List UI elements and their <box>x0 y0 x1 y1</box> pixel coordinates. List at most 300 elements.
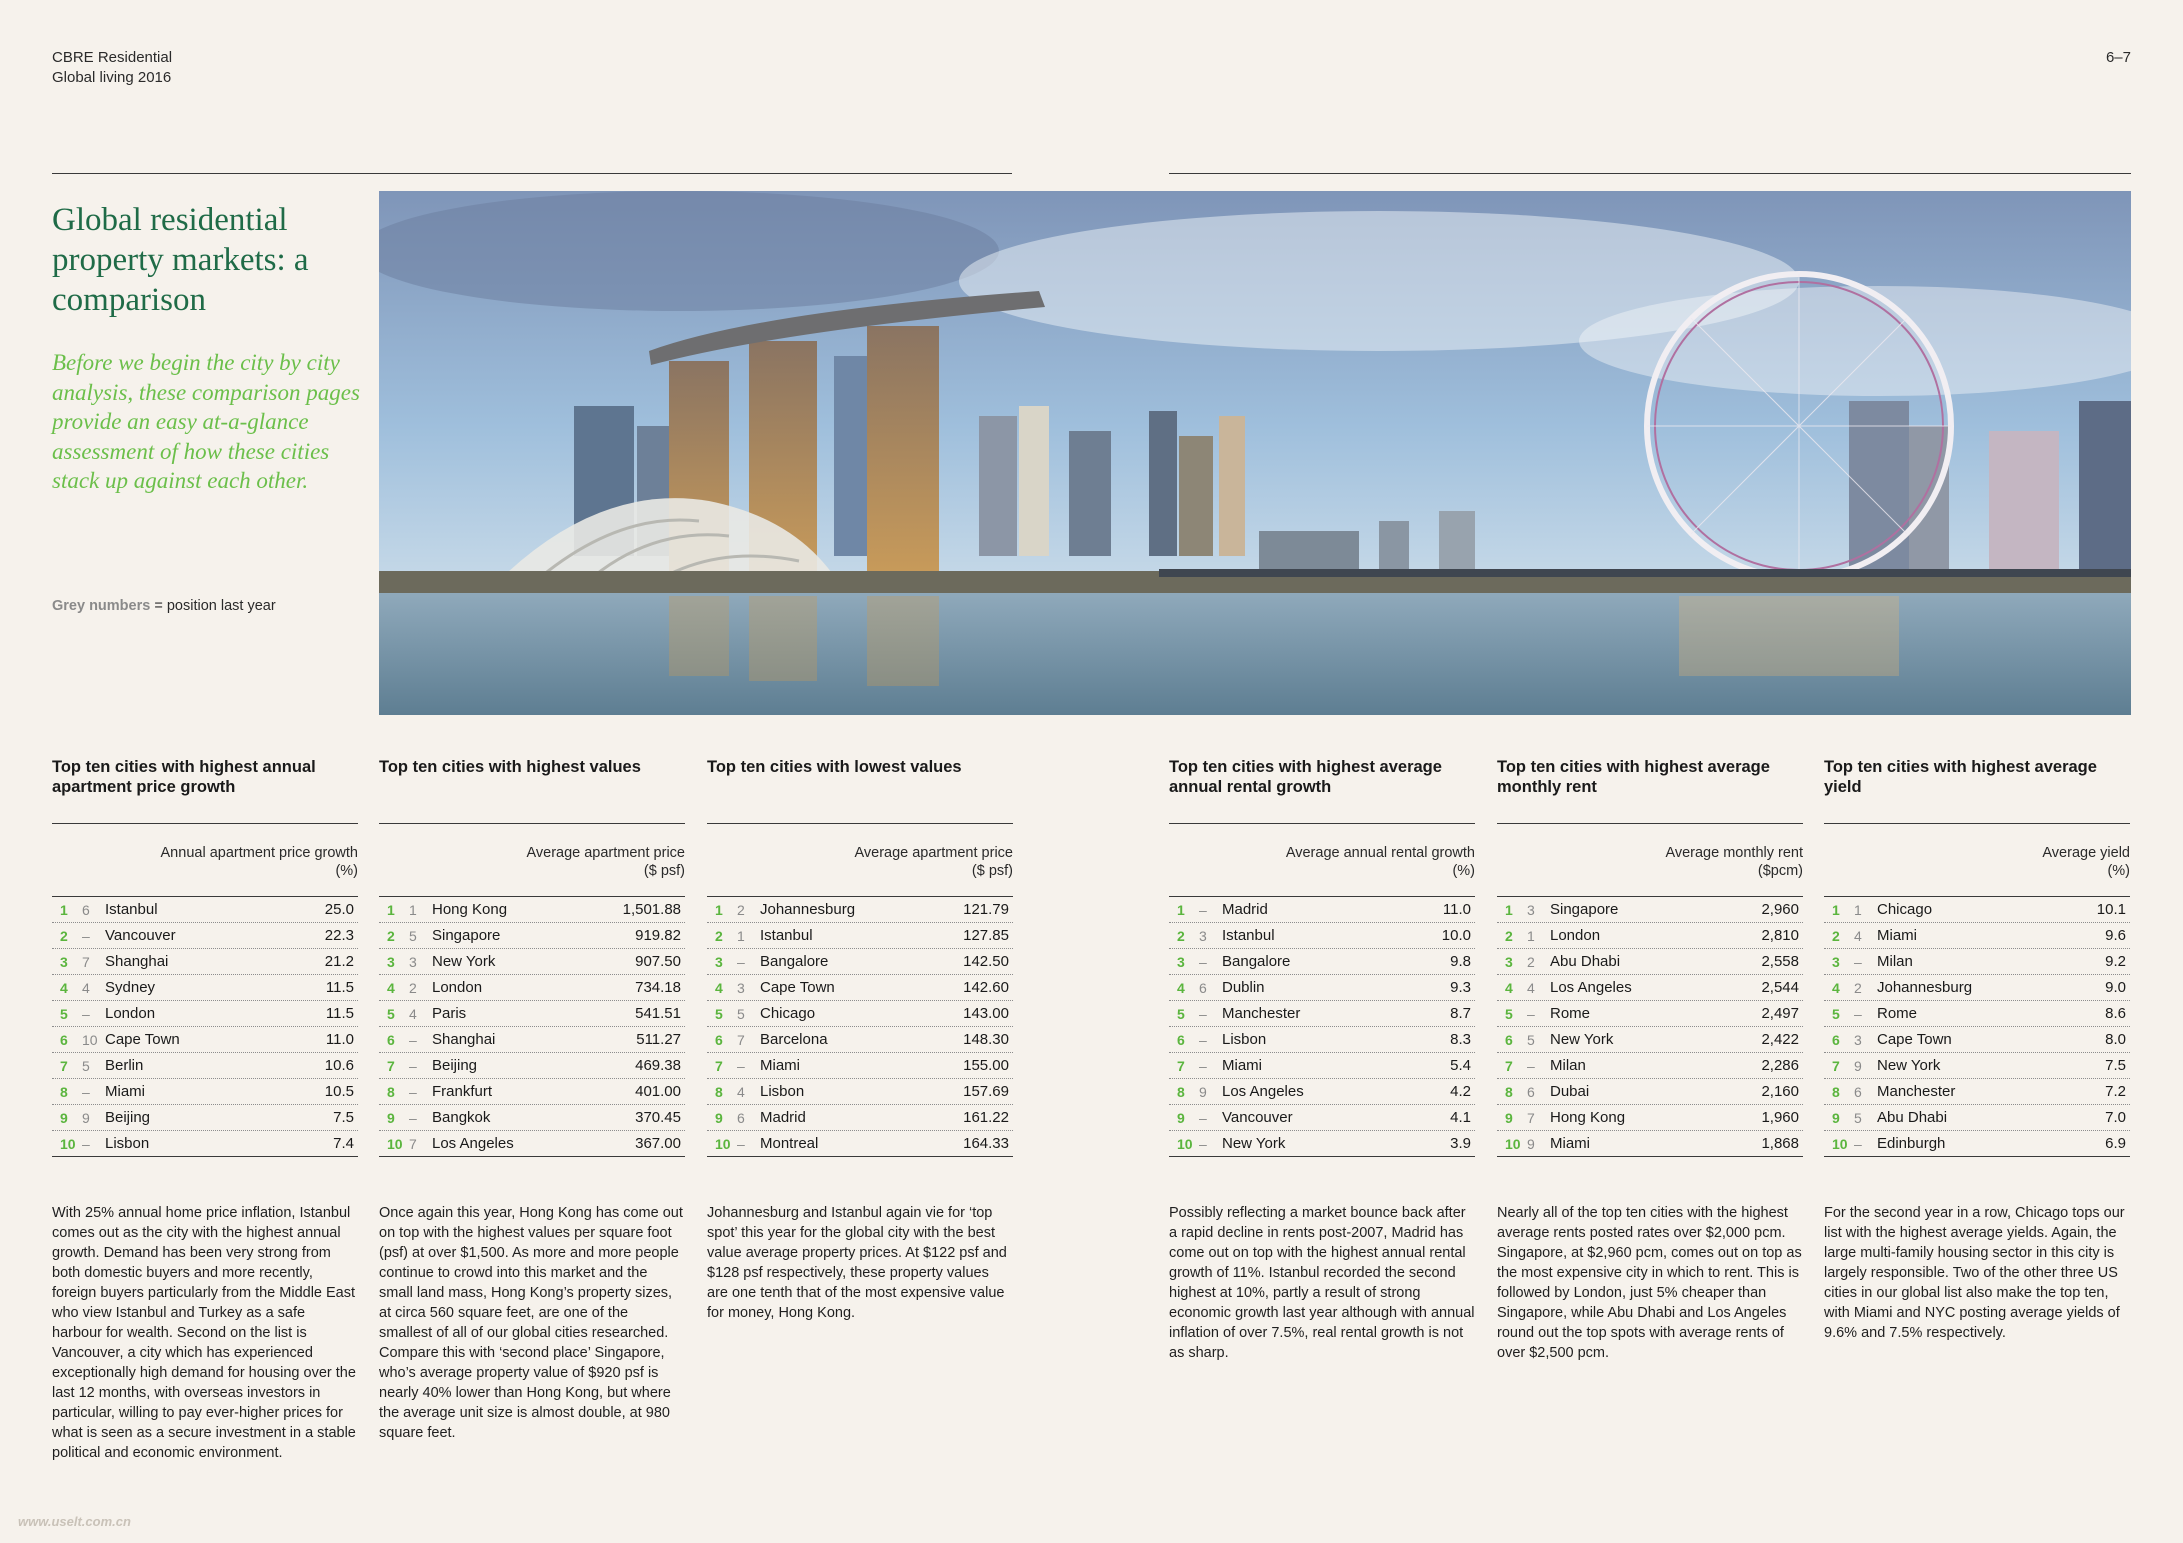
rank-number: 5 <box>1505 1005 1513 1022</box>
running-header <box>52 48 172 88</box>
table-row <box>379 923 685 949</box>
ranking-table <box>1824 896 2130 1157</box>
rank-number: 3 <box>60 953 68 970</box>
metric-value: 142.50 <box>963 953 1009 970</box>
previous-rank: 7 <box>409 1135 417 1152</box>
city-name: Lisbon <box>1222 1031 1267 1048</box>
rank-number: 2 <box>1177 927 1185 944</box>
metric-value: 367.00 <box>635 1135 681 1152</box>
city-name: Vancouver <box>1222 1109 1293 1126</box>
rank-number: 6 <box>1177 1031 1185 1048</box>
previous-rank: 5 <box>737 1005 745 1022</box>
city-name: Los Angeles <box>432 1135 514 1152</box>
metric-value: 11.5 <box>325 1005 354 1022</box>
previous-rank: 1 <box>737 927 745 944</box>
table-row <box>1169 1105 1475 1131</box>
metric-label <box>379 844 685 896</box>
city-name: London <box>432 979 483 996</box>
rank-number: 5 <box>715 1005 723 1022</box>
panel-title: Top ten cities with highest average annual rental growth <box>1169 758 1442 796</box>
metric-value: 3.9 <box>1450 1135 1471 1152</box>
table-row <box>1497 1079 1803 1105</box>
table-row <box>52 1105 358 1131</box>
metric-value: 4.2 <box>1450 1083 1471 1100</box>
city-name: Frankfurt <box>432 1083 493 1100</box>
page-numbers: 6–7 <box>2105 49 2131 66</box>
metric-value: 2,160 <box>1761 1083 1799 1100</box>
right-top-rule <box>1169 173 2131 174</box>
metric-name: Average annual rental growth <box>1285 845 1475 861</box>
metric-name: Average apartment price <box>526 845 685 861</box>
previous-rank: 9 <box>1854 1057 1862 1074</box>
metric-value: 5.4 <box>1450 1057 1471 1074</box>
metric-value: 157.69 <box>963 1083 1009 1100</box>
rank-number: 10 <box>60 1135 76 1152</box>
previous-rank: 7 <box>82 953 90 970</box>
table-row <box>1169 1027 1475 1053</box>
panel-description: Nearly all of the top ten cities with the highest average rents posted rates over $2,000 pcm. Singapore, at $2,960 pcm, comes out on top as the most expensive city in which to rent. This is followed by London, just 5% cheaper than Singapore, while Abu Dhabi and Los Angeles round out the top spots with average rents of over $2,500 pcm. <box>1497 1205 1802 1361</box>
panel-description: For the second year in a row, Chicago tops our list with the highest average yields. Again, the large multi-family housing sector in this city is largely responsible. Two of the other three US cities in our global list also make the top ten, with Miami and NYC posting average yields of 9.6% and 7.5% respectively. <box>1824 1205 2125 1341</box>
rank-number: 4 <box>387 979 395 996</box>
panel-title: Top ten cities with highest average yield <box>1824 758 2097 796</box>
city-name: Dubai <box>1550 1083 1590 1100</box>
city-name: Lisbon <box>105 1135 150 1152</box>
previous-rank: 1 <box>1854 901 1862 918</box>
metric-value: 142.60 <box>963 979 1009 996</box>
rank-number: 9 <box>387 1109 395 1126</box>
city-name: Johannesburg <box>1877 979 1973 996</box>
rank-number: 10 <box>715 1135 731 1152</box>
metric-value: 370.45 <box>635 1109 681 1126</box>
previous-rank: – <box>1527 1057 1535 1074</box>
ranking-panel-1 <box>52 757 358 1463</box>
metric-name: Annual apartment price growth <box>160 845 358 861</box>
previous-rank: 7 <box>737 1031 745 1048</box>
table-row <box>1169 1053 1475 1079</box>
previous-rank: 6 <box>1854 1083 1862 1100</box>
city-name: Miami <box>1877 927 1917 944</box>
previous-rank: 5 <box>1527 1031 1535 1048</box>
table-row <box>1497 1105 1803 1131</box>
table-row <box>1169 1001 1475 1027</box>
ranking-panel-5 <box>1497 757 1803 1363</box>
rank-number: 6 <box>387 1031 395 1048</box>
previous-rank: – <box>1854 1135 1862 1152</box>
metric-unit: ($ psf) <box>643 863 685 879</box>
city-name: Milan <box>1877 953 1913 970</box>
panel-rule <box>379 823 685 824</box>
rank-number: 1 <box>1832 901 1840 918</box>
city-name: Singapore <box>1550 901 1619 918</box>
city-name: Miami <box>1222 1057 1262 1074</box>
ranking-panel-6 <box>1824 757 2130 1343</box>
table-row <box>1824 975 2130 1001</box>
city-name: Abu Dhabi <box>1877 1109 1948 1126</box>
table-row <box>379 1131 685 1157</box>
city-name: Paris <box>432 1005 467 1022</box>
city-name: Abu Dhabi <box>1550 953 1621 970</box>
table-row <box>379 1001 685 1027</box>
previous-rank: 2 <box>737 901 745 918</box>
metric-value: 1,960 <box>1761 1109 1799 1126</box>
city-name: Montreal <box>760 1135 819 1152</box>
table-row <box>379 975 685 1001</box>
table-row <box>707 975 1013 1001</box>
rank-number: 7 <box>60 1057 68 1074</box>
table-row <box>1169 949 1475 975</box>
rank-number: 10 <box>387 1135 403 1152</box>
metric-value: 541.51 <box>635 1005 681 1022</box>
publication-title: Global living 2016 <box>52 69 172 86</box>
rank-number: 3 <box>715 953 723 970</box>
table-row <box>52 975 358 1001</box>
table-row <box>1497 1027 1803 1053</box>
table-row <box>1497 1001 1803 1027</box>
city-name: New York <box>432 953 496 970</box>
metric-value: 2,286 <box>1761 1057 1799 1074</box>
metric-value: 11.0 <box>1442 901 1471 918</box>
rank-number: 1 <box>1505 901 1513 918</box>
table-row <box>1169 897 1475 923</box>
city-name: Manchester <box>1222 1005 1301 1022</box>
previous-rank: 3 <box>1854 1031 1862 1048</box>
table-row <box>379 897 685 923</box>
rank-number: 1 <box>1177 901 1185 918</box>
rank-number: 1 <box>387 901 395 918</box>
ranking-panel-3 <box>707 757 1013 1323</box>
rank-number: 9 <box>715 1109 723 1126</box>
previous-rank: – <box>1854 953 1862 970</box>
metric-value: 511.27 <box>636 1031 681 1048</box>
table-row <box>1169 923 1475 949</box>
metric-name: Average apartment price <box>854 845 1013 861</box>
metric-value: 2,422 <box>1761 1031 1799 1048</box>
panel-rule <box>1169 823 1475 824</box>
city-name: Hong Kong <box>432 901 508 918</box>
metric-value: 9.6 <box>2105 927 2126 944</box>
metric-value: 22.3 <box>324 927 354 944</box>
rank-number: 4 <box>715 979 723 996</box>
table-row <box>52 1001 358 1027</box>
previous-rank: – <box>409 1031 417 1048</box>
metric-value: 9.2 <box>2105 953 2126 970</box>
metric-value: 161.22 <box>963 1109 1009 1126</box>
previous-rank: – <box>82 1135 90 1152</box>
table-row <box>707 949 1013 975</box>
previous-rank: 6 <box>82 901 90 918</box>
panel-title: Top ten cities with highest average monthly rent <box>1497 758 1770 796</box>
table-row <box>707 1053 1013 1079</box>
previous-rank: – <box>737 1135 745 1152</box>
rank-number: 2 <box>1505 927 1513 944</box>
table-row <box>1497 1053 1803 1079</box>
table-row <box>1497 897 1803 923</box>
previous-rank: – <box>1199 953 1207 970</box>
panel-rule <box>707 823 1013 824</box>
panel-title: Top ten cities with lowest values <box>707 758 962 776</box>
city-name: Beijing <box>105 1109 151 1126</box>
previous-rank: 2 <box>1854 979 1862 996</box>
city-name: Milan <box>1550 1057 1586 1074</box>
city-name: Miami <box>760 1057 800 1074</box>
city-name: Edinburgh <box>1877 1135 1946 1152</box>
rank-number: 4 <box>1505 979 1513 996</box>
metric-value: 11.5 <box>325 979 354 996</box>
metric-value: 148.30 <box>963 1031 1009 1048</box>
city-name: Dublin <box>1222 979 1265 996</box>
previous-rank: – <box>1199 1135 1207 1152</box>
table-row <box>52 923 358 949</box>
table-row <box>707 1079 1013 1105</box>
table-row <box>379 949 685 975</box>
metric-value: 2,960 <box>1761 901 1799 918</box>
table-row <box>1169 1079 1475 1105</box>
metric-value: 164.33 <box>963 1135 1009 1152</box>
table-row <box>707 923 1013 949</box>
city-name: Istanbul <box>760 927 813 944</box>
previous-rank: – <box>1527 1005 1535 1022</box>
table-row <box>379 1027 685 1053</box>
ranking-table <box>1169 896 1475 1157</box>
table-row <box>707 1001 1013 1027</box>
previous-rank: 5 <box>1854 1109 1862 1126</box>
metric-value: 9.0 <box>2105 979 2126 996</box>
previous-rank: 6 <box>1527 1083 1535 1100</box>
table-row <box>707 1131 1013 1157</box>
city-name: Cape Town <box>760 979 835 996</box>
previous-rank: – <box>82 927 90 944</box>
metric-value: 7.2 <box>2105 1083 2126 1100</box>
table-row <box>52 1131 358 1157</box>
rank-number: 8 <box>1505 1083 1513 1100</box>
previous-rank: 4 <box>82 979 90 996</box>
table-row <box>1824 1001 2130 1027</box>
metric-value: 10.5 <box>324 1083 354 1100</box>
city-name: Vancouver <box>105 927 176 944</box>
table-row <box>1824 949 2130 975</box>
previous-rank: – <box>1199 1031 1207 1048</box>
metric-value: 1,868 <box>1761 1135 1799 1152</box>
previous-rank: 2 <box>409 979 417 996</box>
rank-number: 9 <box>1505 1109 1513 1126</box>
rank-number: 7 <box>1505 1057 1513 1074</box>
metric-value: 143.00 <box>963 1005 1009 1022</box>
table-row <box>1497 975 1803 1001</box>
metric-unit: ($pcm) <box>1757 863 1803 879</box>
metric-unit: (%) <box>335 863 358 879</box>
previous-rank: 3 <box>409 953 417 970</box>
rank-number: 3 <box>387 953 395 970</box>
metric-value: 2,497 <box>1761 1005 1799 1022</box>
previous-rank: – <box>1199 901 1207 918</box>
rank-number: 2 <box>387 927 395 944</box>
metric-unit: ($ psf) <box>971 863 1013 879</box>
city-name: Los Angeles <box>1550 979 1632 996</box>
intro-text: Before we begin the city by city analysis, these comparison pages provide an easy at-a-glance assessment of how these cities stack up against each other. <box>52 350 360 493</box>
ranking-table <box>379 896 685 1157</box>
previous-rank: – <box>82 1083 90 1100</box>
rank-number: 6 <box>1832 1031 1840 1048</box>
city-name: Rome <box>1550 1005 1591 1022</box>
rank-number: 5 <box>387 1005 395 1022</box>
ranking-panel-2 <box>379 757 685 1443</box>
metric-label <box>1824 844 2130 896</box>
city-name: London <box>105 1005 156 1022</box>
previous-rank: 6 <box>737 1109 745 1126</box>
previous-rank: 10 <box>82 1031 98 1048</box>
rank-number: 3 <box>1177 953 1185 970</box>
city-name: Singapore <box>432 927 501 944</box>
metric-name: Average monthly rent <box>1665 845 1803 861</box>
city-name: Shanghai <box>432 1031 496 1048</box>
city-name: Miami <box>105 1083 145 1100</box>
previous-rank: 9 <box>1199 1083 1207 1100</box>
rank-number: 7 <box>1177 1057 1185 1074</box>
table-row <box>52 1027 358 1053</box>
metric-label <box>52 844 358 896</box>
table-row <box>707 1105 1013 1131</box>
metric-value: 1,501.88 <box>622 901 681 918</box>
previous-rank: – <box>409 1083 417 1100</box>
rank-number: 3 <box>1832 953 1840 970</box>
table-row <box>1824 1053 2130 1079</box>
rank-number: 4 <box>60 979 68 996</box>
metric-value: 25.0 <box>324 901 354 918</box>
previous-rank: – <box>1199 1005 1207 1022</box>
rank-number: 8 <box>387 1083 395 1100</box>
rank-number: 9 <box>1177 1109 1185 1126</box>
metric-value: 127.85 <box>963 927 1009 944</box>
rank-number: 8 <box>1832 1083 1840 1100</box>
table-row <box>1824 1027 2130 1053</box>
metric-value: 11.0 <box>325 1031 354 1048</box>
city-name: Miami <box>1550 1135 1590 1152</box>
rank-number: 1 <box>60 901 68 918</box>
left-top-rule <box>52 173 1012 174</box>
rank-number: 1 <box>715 901 723 918</box>
panel-rule <box>1497 823 1803 824</box>
legend <box>52 598 276 614</box>
table-row <box>52 897 358 923</box>
panel-description: Possibly reflecting a market bounce back after a rapid decline in rents post-2007, Madrid has come out on top with the highest annual rental growth of 11%. Istanbul recorded the second highest at 10%, partly a result of strong economic growth last year although with annual inflation of over 7.5%, real rental growth is not as sharp. <box>1169 1205 1475 1361</box>
metric-value: 2,558 <box>1761 953 1799 970</box>
table-row <box>1824 923 2130 949</box>
previous-rank: – <box>1199 1109 1207 1126</box>
metric-label <box>1169 844 1475 896</box>
previous-rank: 4 <box>1527 979 1535 996</box>
metric-value: 8.3 <box>1450 1031 1471 1048</box>
table-row <box>1824 1131 2130 1157</box>
metric-value: 401.00 <box>635 1083 681 1100</box>
rank-number: 5 <box>1832 1005 1840 1022</box>
previous-rank: – <box>1854 1005 1862 1022</box>
previous-rank: 5 <box>82 1057 90 1074</box>
city-name: Shanghai <box>105 953 169 970</box>
previous-rank: – <box>409 1109 417 1126</box>
metric-value: 8.7 <box>1450 1005 1471 1022</box>
city-name: Istanbul <box>1222 927 1275 944</box>
previous-rank: 2 <box>1527 953 1535 970</box>
metric-value: 7.0 <box>2105 1109 2126 1126</box>
previous-rank: 7 <box>1527 1109 1535 1126</box>
rank-number: 6 <box>1505 1031 1513 1048</box>
previous-rank: 4 <box>737 1083 745 1100</box>
metric-unit: (%) <box>2107 863 2130 879</box>
previous-rank: 9 <box>82 1109 90 1126</box>
table-row <box>1824 897 2130 923</box>
rank-number: 7 <box>715 1057 723 1074</box>
previous-rank: 4 <box>409 1005 417 1022</box>
rank-number: 10 <box>1177 1135 1193 1152</box>
rank-number: 8 <box>1177 1083 1185 1100</box>
metric-label <box>707 844 1013 896</box>
rank-number: 6 <box>60 1031 68 1048</box>
rank-number: 10 <box>1505 1135 1521 1152</box>
city-name: Bangalore <box>760 953 829 970</box>
metric-name: Average yield <box>2042 845 2130 861</box>
metric-value: 10.0 <box>1441 927 1471 944</box>
metric-value: 10.6 <box>324 1057 354 1074</box>
ranking-panel-4 <box>1169 757 1475 1363</box>
table-row <box>52 1079 358 1105</box>
metric-value: 9.3 <box>1450 979 1471 996</box>
metric-value: 907.50 <box>635 953 681 970</box>
previous-rank: – <box>1199 1057 1207 1074</box>
table-row <box>1824 1079 2130 1105</box>
previous-rank: 5 <box>409 927 417 944</box>
city-name: Bangkok <box>432 1109 491 1126</box>
rank-number: 4 <box>1832 979 1840 996</box>
panel-title: Top ten cities with highest annual apartment price growth <box>52 758 316 796</box>
rank-number: 9 <box>60 1109 68 1126</box>
panel-description: Once again this year, Hong Kong has come out on top with the highest values per square foot (psf) at over $1,500. As more and more people continue to crowd into this market and the small land mass, Hong Kong’s property sizes, at circa 560 square feet, are one of the smallest of all of our global cities researched. Compare this with ‘second place’ Singapore, who’s average property value of $920 psf is nearly 40% lower than Hong Kong, but where the average unit size is almost double, at 980 square feet. <box>379 1205 683 1441</box>
city-name: Berlin <box>105 1057 144 1074</box>
metric-value: 734.18 <box>635 979 681 996</box>
city-name: Chicago <box>760 1005 816 1022</box>
table-row <box>1497 923 1803 949</box>
table-row <box>1497 949 1803 975</box>
panel-description: With 25% annual home price inflation, Istanbul comes out as the city with the highest annual growth. Demand has been very strong from both domestic buyers and more recently, foreign buyers particularly from the Middle East who view Istanbul and Turkey as a safe harbour for wealth. Second on the list is Vancouver, a city which has experienced exceptionally high demand for housing over the last 12 months, with overseas investors in particular, willing to pay ever-higher prices for what is seen as a secure investment in a stable political and economic environment. <box>52 1205 356 1461</box>
metric-label <box>1497 844 1803 896</box>
metric-value: 919.82 <box>635 927 681 944</box>
rank-number: 8 <box>715 1083 723 1100</box>
city-name: Barcelona <box>760 1031 828 1048</box>
rank-number: 3 <box>1505 953 1513 970</box>
legend-grey-label: Grey numbers <box>52 598 151 614</box>
singapore-skyline-photo <box>379 191 2131 715</box>
rank-number: 5 <box>60 1005 68 1022</box>
metric-value: 8.0 <box>2105 1031 2126 1048</box>
metric-value: 7.5 <box>2105 1057 2126 1074</box>
city-name: Beijing <box>432 1057 478 1074</box>
table-row <box>1824 1105 2130 1131</box>
rank-number: 7 <box>1832 1057 1840 1074</box>
previous-rank: – <box>737 953 745 970</box>
city-name: Madrid <box>1222 901 1268 918</box>
city-name: London <box>1550 927 1601 944</box>
publisher: CBRE Residential <box>52 49 173 66</box>
ranking-table <box>1497 896 1803 1157</box>
table-row <box>52 1053 358 1079</box>
table-row <box>1169 975 1475 1001</box>
city-name: Chicago <box>1877 901 1933 918</box>
rank-number: 2 <box>60 927 68 944</box>
city-name: New York <box>1222 1135 1286 1152</box>
previous-rank: 3 <box>1527 901 1535 918</box>
table-row <box>1169 1131 1475 1157</box>
previous-rank: 3 <box>737 979 745 996</box>
metric-value: 10.1 <box>2096 901 2126 918</box>
